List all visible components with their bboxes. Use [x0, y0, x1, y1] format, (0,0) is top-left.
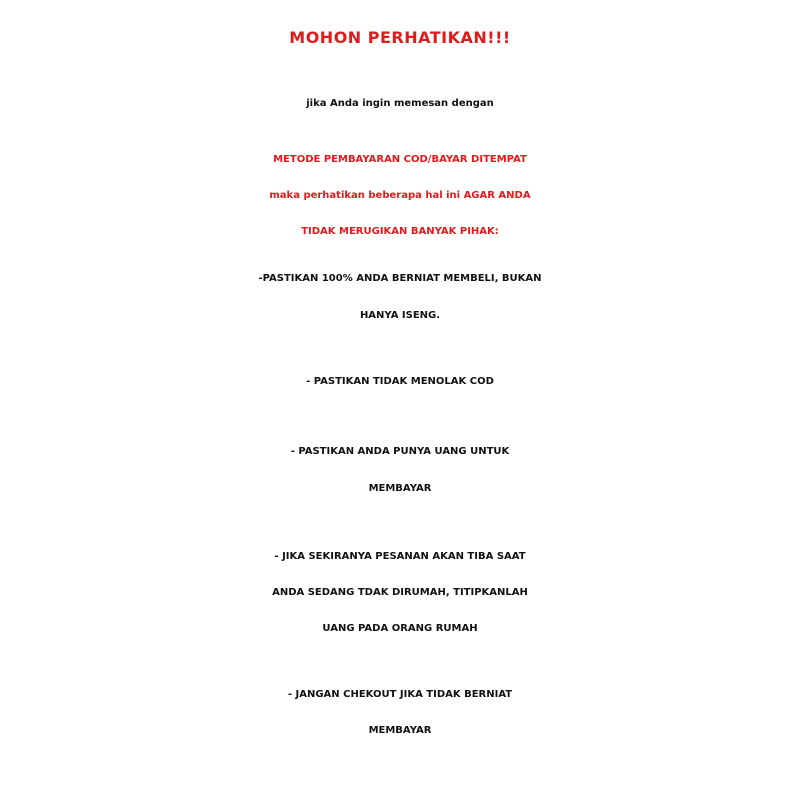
rule-line: - PASTIKAN ANDA PUNYA UANG UNTUK — [290, 446, 510, 457]
notice-intro: jika Anda ingin memesan dengan — [306, 98, 494, 109]
highlight-line: maka perhatikan beberapa hal ini AGAR ANDA — [269, 190, 531, 201]
highlight-line: METODE PEMBAYARAN COD/BAYAR DITEMPAT — [273, 154, 527, 165]
rule-line: -PASTIKAN 100% ANDA BERNIAT MEMBELI, BUKAN — [258, 273, 542, 284]
highlight-line: TIDAK MERUGIKAN BANYAK PIHAK: — [301, 226, 499, 237]
rule-line: - JIKA SEKIRANYA PESANAN AKAN TIBA SAAT — [274, 551, 526, 562]
rule-line: MEMBAYAR — [368, 483, 432, 494]
rule-line: - JANGAN CHEKOUT JIKA TIDAK BERNIAT — [287, 689, 513, 700]
rule-line: MEMBAYAR — [368, 725, 432, 736]
notice-headline: MOHON PERHATIKAN!!! — [289, 28, 511, 47]
rule-line: - PASTIKAN TIDAK MENOLAK COD — [306, 376, 494, 387]
rule-line: HANYA ISENG. — [359, 310, 441, 321]
rule-line: UANG PADA ORANG RUMAH — [322, 623, 478, 634]
rule-line: ANDA SEDANG TDAK DIRUMAH, TITIPKANLAH — [272, 587, 528, 598]
